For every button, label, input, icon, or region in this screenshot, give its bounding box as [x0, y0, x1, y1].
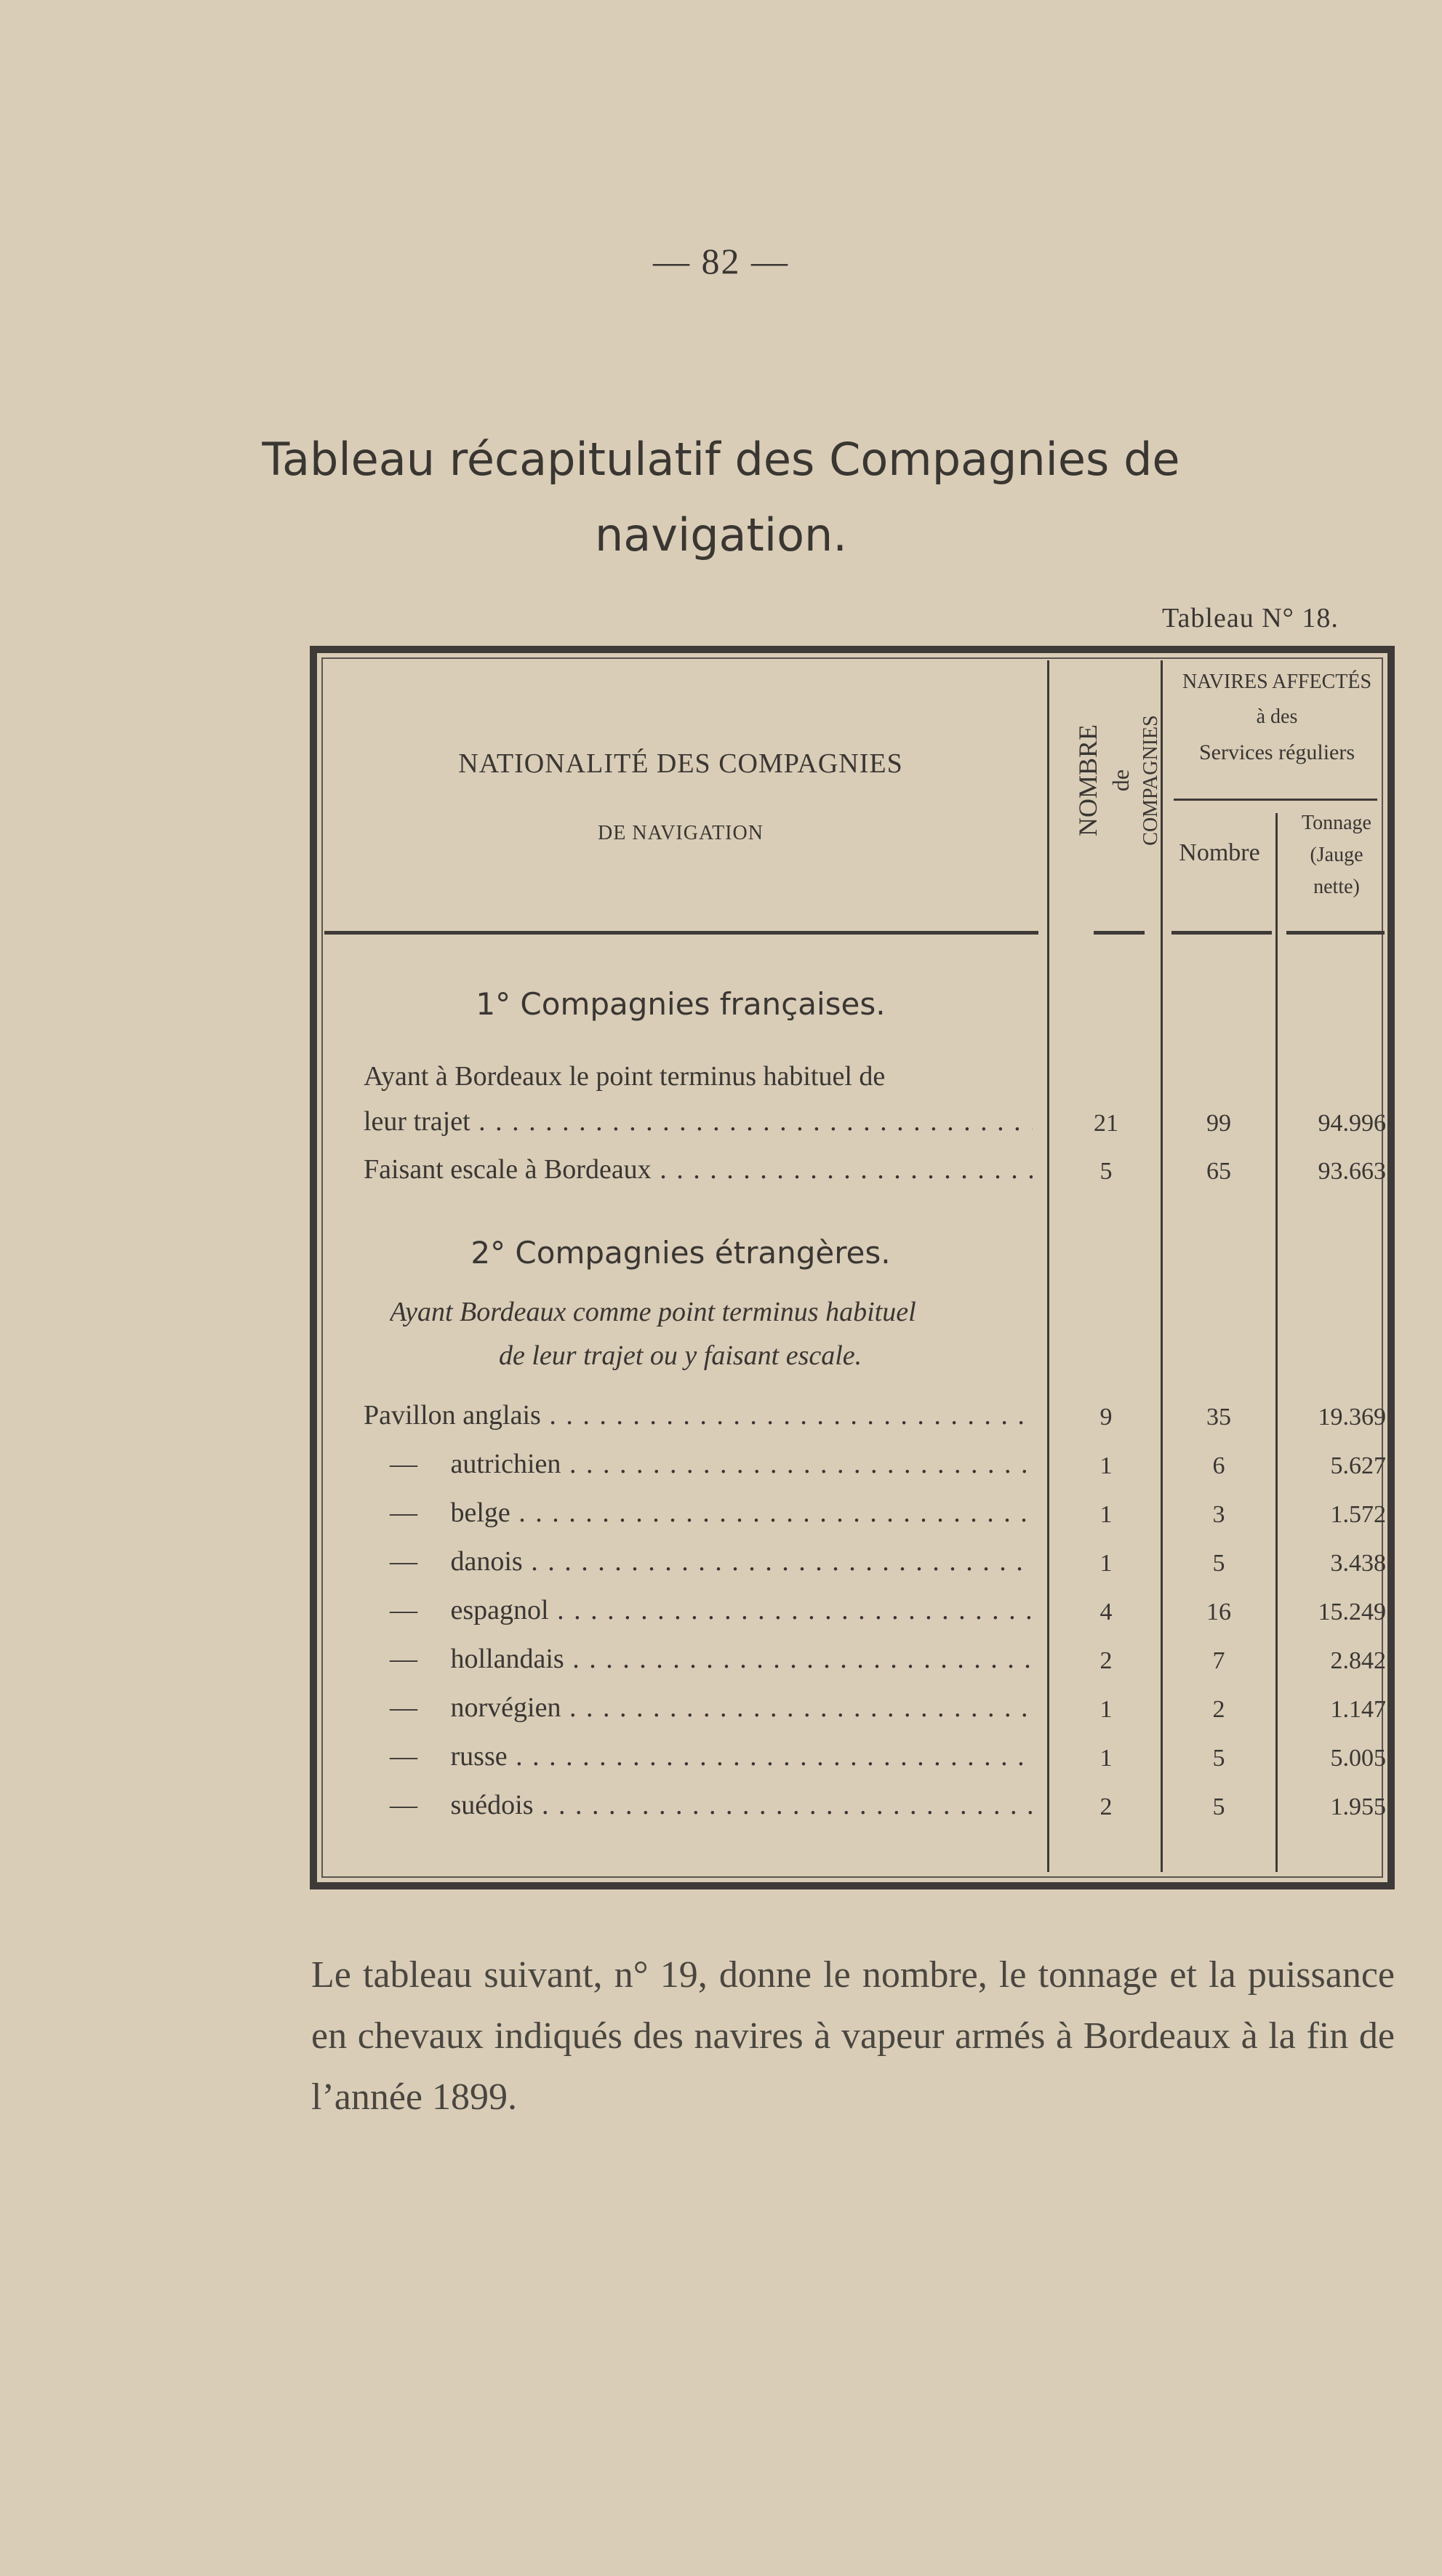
section-heading-french: 1° Compagnies françaises. — [476, 986, 886, 1022]
header-nationality: NATIONALITÉ DES COMPAGNIES — [458, 748, 903, 779]
foreign-row-prefix: Pavillon — [364, 1400, 456, 1431]
foreign-row-name: russe — [450, 1741, 508, 1772]
foreign-row-name: norvégien — [450, 1692, 561, 1723]
row-escale-tonnage: 93.663 — [1318, 1158, 1386, 1185]
foreign-row-tonnage: 3.438 — [1330, 1550, 1386, 1577]
foreign-row-navires: 3 — [1212, 1501, 1225, 1528]
row-escale-label — [364, 1153, 1033, 1185]
foreign-note-2: de leur trajet ou y faisant escale. — [499, 1340, 862, 1371]
foreign-note-1: Ayant Bordeaux comme point terminus habituel — [390, 1297, 916, 1327]
header-rule-3 — [1171, 931, 1272, 935]
foreign-row-prefix: — — [390, 1497, 417, 1528]
foreign-row-prefix: — — [390, 1546, 417, 1577]
foreign-row-compagnies: 1 — [1099, 1501, 1113, 1528]
table-reference: Tableau N° 18. — [1162, 603, 1339, 633]
foreign-row-navires: 5 — [1212, 1550, 1225, 1577]
row-terminus-navires: 99 — [1206, 1110, 1231, 1137]
title-line-2: navigation. — [594, 508, 848, 561]
row-terminus-tonnage: 94.996 — [1318, 1110, 1386, 1137]
foreign-row-name: suédois — [450, 1790, 534, 1820]
header-jauge: (Jauge — [1310, 844, 1363, 866]
foreign-row-navires: 2 — [1212, 1696, 1225, 1723]
header-rule-1 — [324, 931, 1038, 935]
foreign-row-label — [364, 1545, 1033, 1577]
foreign-row-tonnage: 1.955 — [1330, 1793, 1386, 1820]
header-de: de — [1107, 769, 1134, 792]
foreign-row-compagnies: 1 — [1099, 1550, 1113, 1577]
row-terminus-label-1: Ayant à Bordeaux le point terminus habituel de — [364, 1061, 886, 1092]
foreign-row-tonnage: 19.369 — [1318, 1404, 1386, 1431]
row-escale-navires: 65 — [1206, 1158, 1231, 1185]
foreign-row-name: autrichien — [450, 1449, 561, 1479]
foreign-row-navires: 35 — [1206, 1404, 1231, 1431]
foreign-row-navires: 6 — [1212, 1452, 1225, 1479]
row-escale-label-text: Faisant escale à Bordeaux — [364, 1154, 652, 1185]
body-paragraph: Le tableau suivant, n° 19, donne le nombre, le tonnage et la puissance en chevaux indiqués des navires à vapeur armés à Bordeaux à la fin de l’année 1899. — [311, 1954, 1395, 2118]
foreign-row-navires: 7 — [1212, 1647, 1225, 1674]
foreign-row-tonnage: 15.249 — [1318, 1599, 1386, 1625]
foreign-row-compagnies: 1 — [1099, 1452, 1113, 1479]
foreign-row-name: anglais — [462, 1400, 541, 1431]
row-terminus-label-text: leur trajet — [364, 1106, 470, 1137]
header-rule-2 — [1094, 931, 1145, 935]
foreign-row-label — [364, 1789, 1033, 1821]
foreign-row-compagnies: 1 — [1099, 1745, 1113, 1772]
header-navigation: DE NAVIGATION — [598, 822, 764, 844]
foreign-row-prefix: — — [390, 1790, 417, 1820]
foreign-row-tonnage: 5.627 — [1330, 1452, 1386, 1479]
brace-rule — [1174, 799, 1377, 801]
row-terminus-compagnies: 21 — [1094, 1110, 1118, 1137]
foreign-row-label — [364, 1692, 1033, 1724]
section-heading-foreign: 2° Compagnies étrangères. — [470, 1235, 891, 1271]
foreign-row-compagnies: 1 — [1099, 1696, 1113, 1723]
foreign-row-name: belge — [450, 1497, 510, 1528]
foreign-row-label — [364, 1497, 1033, 1529]
page-number: — 82 — — [653, 241, 789, 281]
foreign-row-tonnage: 2.842 — [1330, 1647, 1386, 1674]
foreign-row-tonnage: 5.005 — [1330, 1745, 1386, 1772]
header-compagnies: COMPAGNIES — [1139, 715, 1162, 846]
header-nombre: NOMBRE — [1073, 724, 1102, 837]
foreign-row-label — [364, 1399, 1033, 1431]
header-navires-affectes: NAVIRES AFFECTÉS — [1182, 671, 1372, 693]
foreign-row-label — [364, 1740, 1033, 1772]
foreign-row-compagnies: 4 — [1099, 1599, 1113, 1625]
header-rule-4 — [1286, 931, 1385, 935]
foreign-row-prefix: — — [390, 1449, 417, 1479]
header-nombre-navires: Nombre — [1179, 839, 1260, 866]
title-line-1: Tableau récapitulatif des Compagnies de — [262, 433, 1180, 486]
foreign-row-navires: 5 — [1212, 1745, 1225, 1772]
foreign-row-compagnies: 2 — [1099, 1793, 1113, 1820]
summary-table — [310, 646, 1395, 1889]
header-tonnage: Tonnage — [1301, 812, 1371, 834]
foreign-row-label — [364, 1448, 1033, 1480]
foreign-row-label — [364, 1594, 1033, 1626]
foreign-row-prefix: — — [390, 1595, 417, 1625]
foreign-row-tonnage: 1.147 — [1330, 1696, 1386, 1723]
foreign-row-name: danois — [450, 1546, 523, 1577]
page-title — [0, 422, 1442, 573]
foreign-row-label — [364, 1643, 1033, 1675]
foreign-row-prefix: — — [390, 1644, 417, 1674]
column-rule-1 — [1047, 660, 1049, 1872]
header-a-des: à des — [1256, 705, 1298, 728]
foreign-row-name: espagnol — [450, 1595, 549, 1625]
column-rule-3 — [1275, 813, 1278, 1872]
foreign-row-prefix: — — [390, 1692, 417, 1723]
header-nette: nette) — [1313, 876, 1360, 898]
foreign-row-compagnies: 2 — [1099, 1647, 1113, 1674]
foreign-row-tonnage: 1.572 — [1330, 1501, 1386, 1528]
foreign-row-navires: 5 — [1212, 1793, 1225, 1820]
header-services: Services réguliers — [1198, 740, 1355, 764]
row-terminus-label-2 — [364, 1105, 1033, 1137]
row-escale-compagnies: 5 — [1099, 1158, 1113, 1185]
foreign-row-prefix: — — [390, 1741, 417, 1772]
foreign-row-compagnies: 9 — [1099, 1404, 1113, 1431]
foreign-row-navires: 16 — [1206, 1599, 1231, 1625]
foreign-row-name: hollandais — [450, 1644, 564, 1674]
